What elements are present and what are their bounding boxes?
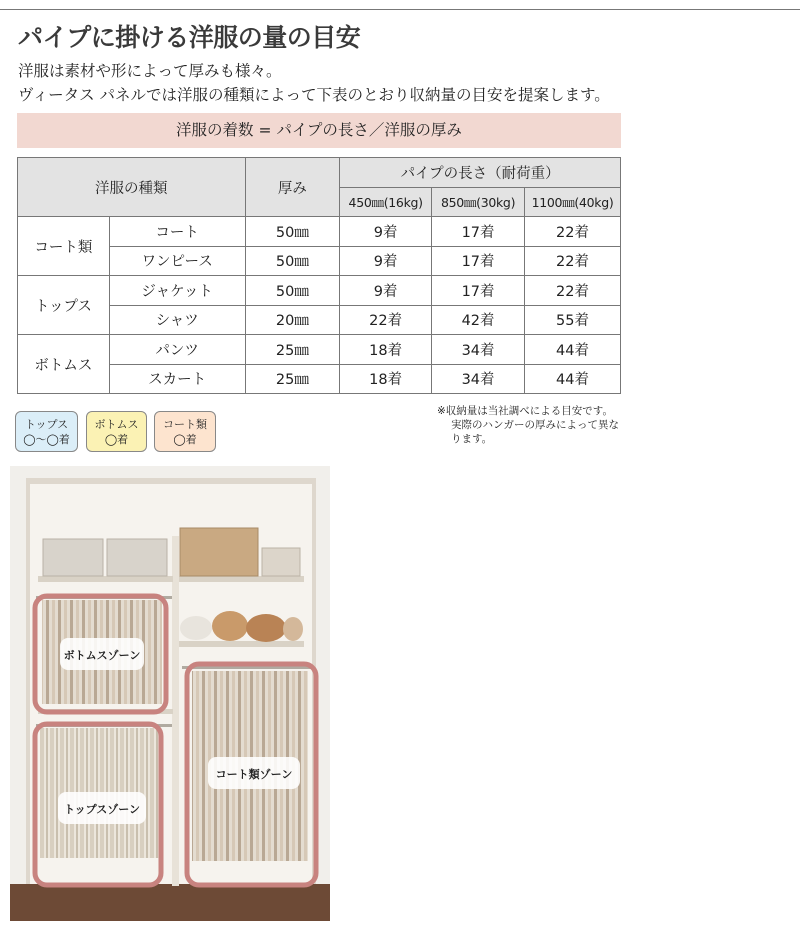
intro-line: 洋服は素材や形によって厚みも様々。: [18, 62, 282, 80]
count-cell: 9着: [340, 217, 432, 247]
table-row: [18, 217, 621, 247]
item-label: ワンピース: [109, 246, 245, 276]
header-pipe-1100: 1100㎜(40kg): [525, 187, 621, 217]
count-cell: 22着: [525, 217, 621, 247]
header-pipe-450: 450㎜(16kg): [340, 187, 432, 217]
item-label: シャツ: [109, 305, 245, 335]
item-label: スカート: [109, 364, 245, 394]
count-cell: 9着: [340, 246, 432, 276]
thickness-cell: 50㎜: [245, 276, 340, 306]
count-cell: 22着: [340, 305, 432, 335]
count-cell: 44着: [525, 364, 621, 394]
count-cell: 55着: [525, 305, 621, 335]
item-label: パンツ: [109, 335, 245, 365]
item-label: ジャケット: [109, 276, 245, 306]
footnote-line: ※収納量は当社調べによる目安です。: [437, 405, 613, 417]
shelf: [38, 576, 173, 582]
thickness-cell: 25㎜: [245, 364, 340, 394]
footnote: [437, 404, 619, 446]
zone-tops-label: トップスゾーン: [63, 803, 141, 816]
thickness-cell: 50㎜: [245, 217, 340, 247]
legend-value: ◯着: [104, 433, 129, 446]
legend-tops: [15, 411, 78, 452]
group-label: トップス: [18, 276, 110, 335]
legend-label: コート類: [163, 418, 207, 431]
legend-coats: [154, 411, 216, 452]
footnote-line: 実際のハンガーの厚みによって異な: [451, 419, 619, 431]
count-cell: 44着: [525, 335, 621, 365]
group-label: コート類: [18, 217, 110, 276]
bag: [246, 614, 286, 642]
legend-label: トップス: [24, 418, 69, 431]
top-rule: [0, 9, 800, 10]
footnote-line: ります。: [451, 433, 493, 445]
count-cell: 22着: [525, 276, 621, 306]
shelf: [179, 576, 304, 582]
zone-bottoms-label: ボトムスゾーン: [63, 649, 141, 662]
intro-line: ヴィータス パネルでは洋服の種類によって下表のとおり収納量の目安を提案します。: [18, 86, 610, 104]
formula-banner: 洋服の着数 = パイプの長さ／洋服の厚み: [17, 113, 621, 148]
table-row: [18, 276, 621, 306]
group-label: ボトムス: [18, 335, 110, 394]
floor: [10, 884, 330, 921]
divider-panel: [172, 536, 179, 886]
count-cell: 17着: [432, 276, 525, 306]
count-cell: 18着: [340, 364, 432, 394]
legend-bottoms: [86, 411, 147, 452]
bag: [283, 617, 303, 641]
shelf: [179, 641, 304, 647]
thickness-cell: 50㎜: [245, 246, 340, 276]
storage-box: [262, 548, 300, 576]
header-clothing-type: 洋服の種類: [18, 158, 246, 217]
count-cell: 9着: [340, 276, 432, 306]
count-cell: 34着: [432, 335, 525, 365]
header-pipe-850: 850㎜(30kg): [432, 187, 525, 217]
legend-value: ◯着: [173, 433, 197, 446]
count-cell: 17着: [432, 217, 525, 247]
page-title: パイプに掛ける洋服の量の目安: [18, 23, 361, 52]
bag: [212, 611, 248, 641]
capacity-table: [17, 157, 621, 394]
storage-bag: [180, 528, 258, 576]
closet-photo: [10, 466, 330, 921]
legend-value: ◯〜◯着: [23, 433, 70, 446]
legend-label: ボトムス: [94, 418, 139, 431]
table-row: [18, 335, 621, 365]
thickness-cell: 25㎜: [245, 335, 340, 365]
item-label: コート: [109, 217, 245, 247]
bag: [180, 616, 212, 640]
storage-box: [107, 539, 167, 576]
count-cell: 18着: [340, 335, 432, 365]
count-cell: 42着: [432, 305, 525, 335]
thickness-cell: 20㎜: [245, 305, 340, 335]
count-cell: 22着: [525, 246, 621, 276]
zone-coats-label: コート類ゾーン: [215, 768, 293, 781]
header-pipe-length: パイプの長さ（耐荷重）: [340, 158, 621, 188]
count-cell: 34着: [432, 364, 525, 394]
storage-box: [43, 539, 103, 576]
header-thickness: 厚み: [245, 158, 340, 217]
intro-text: [18, 59, 610, 107]
count-cell: 17着: [432, 246, 525, 276]
